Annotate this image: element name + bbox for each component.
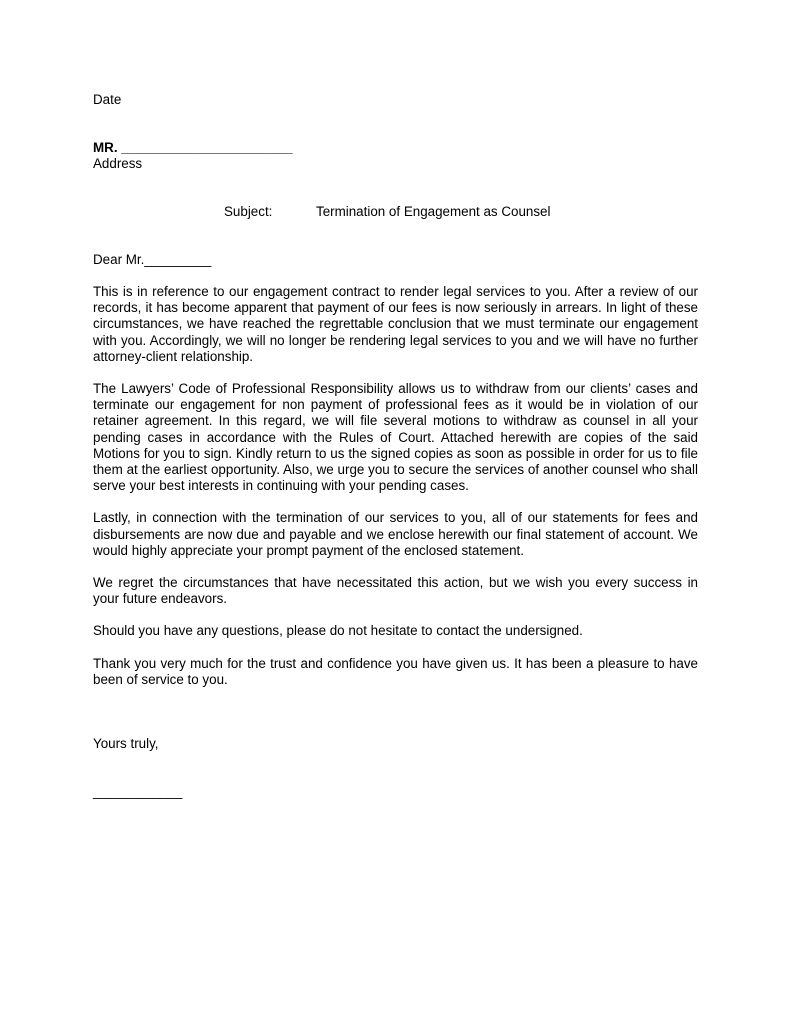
letter-page <box>93 92 698 813</box>
recipient-address: Address <box>93 156 143 171</box>
subject-label: Subject: <box>224 204 273 219</box>
body-paragraph-3: Lastly, in connection with the termination of our services to you, all of our statements for fees and disbursements are now due and payable and we enclose herewith our final statement of account. We would highly appreciate your prompt payment of the enclosed statement. <box>93 510 698 558</box>
salutation: Dear Mr._________ <box>93 252 212 267</box>
recipient-name: MR. _______________________ <box>93 140 293 155</box>
recipient-block <box>93 140 698 172</box>
subject-text: Termination of Engagement as Counsel <box>316 204 551 219</box>
body-paragraph-1: This is in reference to our engagement contract to render legal services to you. After a review of our records, it has become apparent that payment of our fees is now seriously in arrears. In light of these circumstances, we have reached the regrettable conclusion that we must terminate our engagement with you. Accordingly, we will no longer be rendering legal services to you and we will have no further attorney-client relationship. <box>93 284 698 364</box>
signature-line: ____________ <box>93 784 183 800</box>
body-paragraph-5: Should you have any questions, please do not hesitate to contact the undersigned. <box>93 623 583 639</box>
body-paragraph-2: The Lawyers’ Code of Professional Responsibility allows us to withdraw from our clients’ cases and terminate our engagement for non payment of professional fees as it would be in violation of our retainer agreement. In this regard, we will file several motions to withdraw as counsel in all your pending cases in accordance with the Rules of Court. Attached herewith are copies of the said Motions for you to sign. Kindly return to us the signed copies as soon as possible in order for us to file them at the earliest opportunity. Also, we urge you to secure the services of another counsel who shall serve your best interests in continuing with your pending cases. <box>93 381 698 494</box>
closing: Yours truly, <box>93 736 159 752</box>
body-paragraph-6: Thank you very much for the trust and confidence you have given us. It has been a pleasure to have been of service to you. <box>93 655 698 687</box>
body-paragraph-4: We regret the circumstances that have necessitated this action, but we wish you every success in your future endeavors. <box>93 575 698 607</box>
subject-line <box>93 204 698 220</box>
date-line: Date <box>93 92 122 107</box>
